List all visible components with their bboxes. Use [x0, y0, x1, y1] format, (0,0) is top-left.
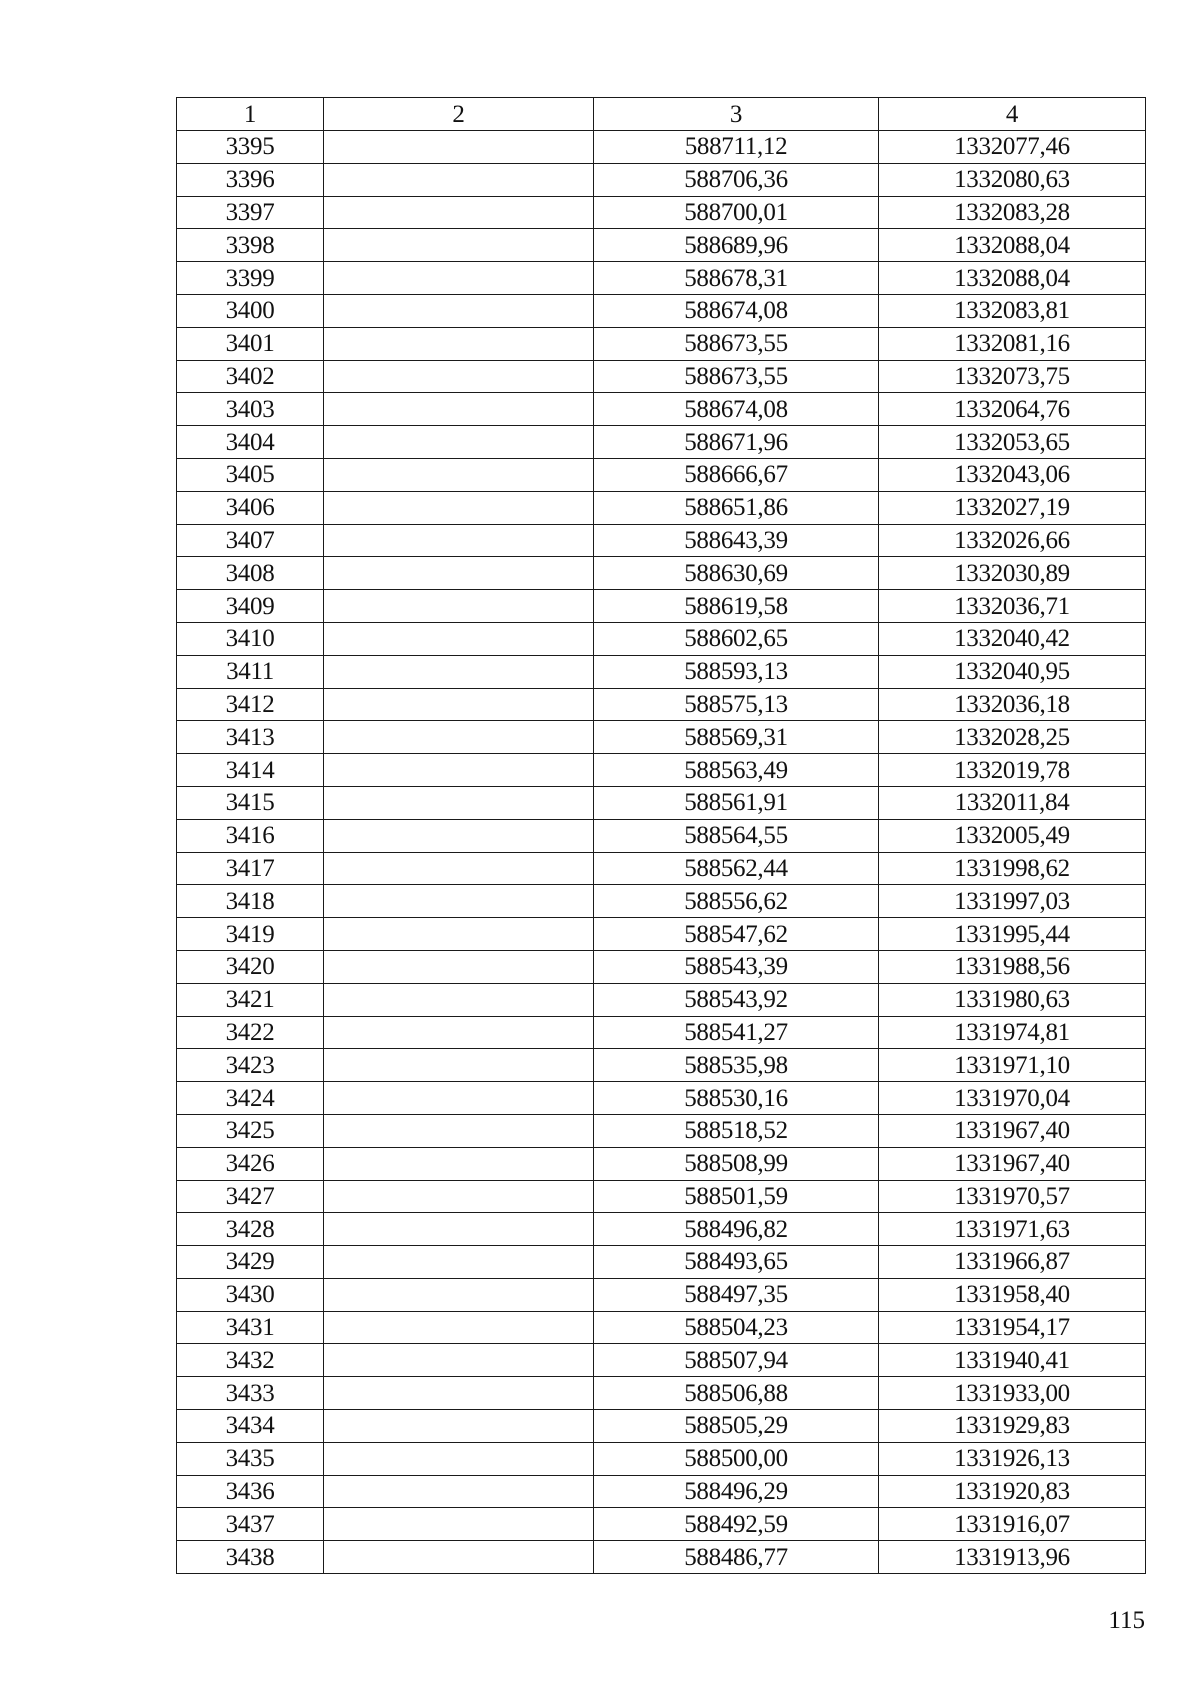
table-cell-col-2 — [324, 786, 594, 819]
table-cell-col-1: 3433 — [177, 1377, 324, 1410]
table-row — [177, 524, 1146, 557]
table-cell-col-1: 3435 — [177, 1442, 324, 1475]
table-cell-col-1: 3427 — [177, 1180, 324, 1213]
table-row — [177, 983, 1146, 1016]
table-body — [177, 131, 1146, 1574]
table-cell-col-4: 1331998,62 — [879, 852, 1146, 885]
table-cell-col-4: 1331954,17 — [879, 1311, 1146, 1344]
table-cell-col-2 — [324, 1377, 594, 1410]
table-row — [177, 1541, 1146, 1574]
table-cell-col-3: 588535,98 — [594, 1049, 879, 1082]
table-cell-col-3: 588543,92 — [594, 983, 879, 1016]
table-cell-col-2 — [324, 1344, 594, 1377]
table-cell-col-2 — [324, 163, 594, 196]
coordinates-table — [176, 97, 1146, 1574]
table-cell-col-2 — [324, 885, 594, 918]
table-cell-col-1: 3411 — [177, 655, 324, 688]
table-row — [177, 1114, 1146, 1147]
table-cell-col-1: 3418 — [177, 885, 324, 918]
table-cell-col-3: 588643,39 — [594, 524, 879, 557]
table-cell-col-2 — [324, 1082, 594, 1115]
table-row — [177, 885, 1146, 918]
table-row — [177, 196, 1146, 229]
table-row — [177, 1278, 1146, 1311]
table-cell-col-4: 1332026,66 — [879, 524, 1146, 557]
table-cell-col-3: 588496,82 — [594, 1213, 879, 1246]
table-cell-col-2 — [324, 1311, 594, 1344]
page-number: 115 — [1108, 1607, 1145, 1634]
table-cell-col-2 — [324, 1180, 594, 1213]
table-cell-col-3: 588562,44 — [594, 852, 879, 885]
table-cell-col-1: 3423 — [177, 1049, 324, 1082]
table-cell-col-2 — [324, 1114, 594, 1147]
table-cell-col-4: 1331988,56 — [879, 950, 1146, 983]
table-cell-col-1: 3424 — [177, 1082, 324, 1115]
table-cell-col-2 — [324, 426, 594, 459]
table-cell-col-3: 588504,23 — [594, 1311, 879, 1344]
table-cell-col-3: 588575,13 — [594, 688, 879, 721]
table-row — [177, 163, 1146, 196]
table-cell-col-1: 3395 — [177, 131, 324, 164]
table-cell-col-4: 1332043,06 — [879, 458, 1146, 491]
table-cell-col-4: 1331933,00 — [879, 1377, 1146, 1410]
table-cell-col-4: 1332088,04 — [879, 229, 1146, 262]
table-cell-col-1: 3400 — [177, 294, 324, 327]
table-cell-col-4: 1331980,63 — [879, 983, 1146, 1016]
table-cell-col-1: 3420 — [177, 950, 324, 983]
table-cell-col-3: 588674,08 — [594, 393, 879, 426]
table-cell-col-4: 1331971,63 — [879, 1213, 1146, 1246]
table-cell-col-3: 588602,65 — [594, 622, 879, 655]
table-row — [177, 1180, 1146, 1213]
header-cell-4: 4 — [879, 98, 1146, 131]
table-cell-col-3: 588561,91 — [594, 786, 879, 819]
table-cell-col-1: 3421 — [177, 983, 324, 1016]
table-cell-col-2 — [324, 1541, 594, 1574]
table-cell-col-4: 1332028,25 — [879, 721, 1146, 754]
table-cell-col-1: 3405 — [177, 458, 324, 491]
table-cell-col-4: 1332040,42 — [879, 622, 1146, 655]
table-cell-col-2 — [324, 754, 594, 787]
table-cell-col-1: 3403 — [177, 393, 324, 426]
table-cell-col-4: 1331920,83 — [879, 1475, 1146, 1508]
table-cell-col-3: 588493,65 — [594, 1246, 879, 1279]
table-cell-col-4: 1331967,40 — [879, 1114, 1146, 1147]
table-row — [177, 294, 1146, 327]
table-cell-col-3: 588674,08 — [594, 294, 879, 327]
table-cell-col-1: 3415 — [177, 786, 324, 819]
table-cell-col-3: 588569,31 — [594, 721, 879, 754]
table-cell-col-3: 588666,67 — [594, 458, 879, 491]
table-cell-col-4: 1331916,07 — [879, 1508, 1146, 1541]
table-cell-col-2 — [324, 131, 594, 164]
table-cell-col-1: 3396 — [177, 163, 324, 196]
table-cell-col-4: 1331970,57 — [879, 1180, 1146, 1213]
table-cell-col-4: 1331997,03 — [879, 885, 1146, 918]
table-cell-col-3: 588497,35 — [594, 1278, 879, 1311]
table-header — [177, 98, 1146, 131]
table-cell-col-4: 1331913,96 — [879, 1541, 1146, 1574]
table-cell-col-1: 3409 — [177, 590, 324, 623]
table-cell-col-1: 3426 — [177, 1147, 324, 1180]
table-cell-col-3: 588530,16 — [594, 1082, 879, 1115]
table-cell-col-2 — [324, 655, 594, 688]
table-cell-col-1: 3402 — [177, 360, 324, 393]
table-cell-col-1: 3398 — [177, 229, 324, 262]
table-cell-col-1: 3422 — [177, 1016, 324, 1049]
table-cell-col-4: 1332088,04 — [879, 262, 1146, 295]
table-cell-col-3: 588564,55 — [594, 819, 879, 852]
table-cell-col-1: 3412 — [177, 688, 324, 721]
table-row — [177, 1475, 1146, 1508]
table-cell-col-4: 1332036,71 — [879, 590, 1146, 623]
table-cell-col-3: 588500,00 — [594, 1442, 879, 1475]
table-cell-col-4: 1331966,87 — [879, 1246, 1146, 1279]
table-cell-col-1: 3404 — [177, 426, 324, 459]
table-cell-col-4: 1332064,76 — [879, 393, 1146, 426]
table-cell-col-2 — [324, 721, 594, 754]
table-cell-col-1: 3438 — [177, 1541, 324, 1574]
table-row — [177, 360, 1146, 393]
table-cell-col-4: 1331971,10 — [879, 1049, 1146, 1082]
table-cell-col-2 — [324, 918, 594, 951]
table-cell-col-1: 3399 — [177, 262, 324, 295]
table-cell-col-4: 1332083,28 — [879, 196, 1146, 229]
table-cell-col-3: 588508,99 — [594, 1147, 879, 1180]
table-cell-col-3: 588673,55 — [594, 327, 879, 360]
table-cell-col-2 — [324, 393, 594, 426]
table-cell-col-2 — [324, 983, 594, 1016]
table-row — [177, 852, 1146, 885]
table-cell-col-4: 1332083,81 — [879, 294, 1146, 327]
table-row — [177, 688, 1146, 721]
table-row — [177, 950, 1146, 983]
table-cell-col-2 — [324, 950, 594, 983]
table-cell-col-2 — [324, 1016, 594, 1049]
table-row — [177, 1016, 1146, 1049]
table-cell-col-1: 3416 — [177, 819, 324, 852]
table-cell-col-2 — [324, 819, 594, 852]
table-row — [177, 557, 1146, 590]
table-cell-col-4: 1331926,13 — [879, 1442, 1146, 1475]
table-row — [177, 327, 1146, 360]
table-cell-col-3: 588505,29 — [594, 1410, 879, 1443]
table-row — [177, 1377, 1146, 1410]
table-cell-col-3: 588700,01 — [594, 196, 879, 229]
table-cell-col-3: 588711,12 — [594, 131, 879, 164]
table-row — [177, 1410, 1146, 1443]
table-row — [177, 1508, 1146, 1541]
table-cell-col-3: 588492,59 — [594, 1508, 879, 1541]
table-row — [177, 131, 1146, 164]
table-cell-col-4: 1331929,83 — [879, 1410, 1146, 1443]
table-row — [177, 229, 1146, 262]
table-cell-col-3: 588706,36 — [594, 163, 879, 196]
table-cell-col-4: 1331967,40 — [879, 1147, 1146, 1180]
table-cell-col-3: 588673,55 — [594, 360, 879, 393]
table-row — [177, 426, 1146, 459]
table-cell-col-4: 1331940,41 — [879, 1344, 1146, 1377]
table-cell-col-4: 1331970,04 — [879, 1082, 1146, 1115]
header-cell-3: 3 — [594, 98, 879, 131]
table-cell-col-3: 588671,96 — [594, 426, 879, 459]
table-cell-col-2 — [324, 1475, 594, 1508]
table-cell-col-4: 1331958,40 — [879, 1278, 1146, 1311]
table-cell-col-1: 3429 — [177, 1246, 324, 1279]
table-row — [177, 786, 1146, 819]
table-row — [177, 458, 1146, 491]
table-cell-col-2 — [324, 1442, 594, 1475]
table-cell-col-2 — [324, 458, 594, 491]
table-row — [177, 655, 1146, 688]
table-cell-col-3: 588689,96 — [594, 229, 879, 262]
table-cell-col-2 — [324, 557, 594, 590]
table-cell-col-2 — [324, 524, 594, 557]
table-cell-col-2 — [324, 229, 594, 262]
table-cell-col-1: 3397 — [177, 196, 324, 229]
table-row — [177, 262, 1146, 295]
table-cell-col-2 — [324, 590, 594, 623]
table-cell-col-2 — [324, 1278, 594, 1311]
table-cell-col-4: 1332077,46 — [879, 131, 1146, 164]
table-cell-col-3: 588619,58 — [594, 590, 879, 623]
table-cell-col-2 — [324, 1246, 594, 1279]
table-cell-col-3: 588506,88 — [594, 1377, 879, 1410]
header-cell-1: 1 — [177, 98, 324, 131]
table-row — [177, 1344, 1146, 1377]
table-cell-col-3: 588556,62 — [594, 885, 879, 918]
table-cell-col-1: 3419 — [177, 918, 324, 951]
table-cell-col-4: 1332027,19 — [879, 491, 1146, 524]
table-cell-col-2 — [324, 1508, 594, 1541]
table-cell-col-1: 3434 — [177, 1410, 324, 1443]
table-cell-col-1: 3408 — [177, 557, 324, 590]
table-cell-col-1: 3407 — [177, 524, 324, 557]
table-cell-col-2 — [324, 688, 594, 721]
table-row — [177, 1049, 1146, 1082]
table-cell-col-1: 3406 — [177, 491, 324, 524]
table-cell-col-1: 3401 — [177, 327, 324, 360]
table-cell-col-2 — [324, 491, 594, 524]
table-cell-col-1: 3413 — [177, 721, 324, 754]
table-cell-col-2 — [324, 294, 594, 327]
table-row — [177, 1311, 1146, 1344]
table-cell-col-4: 1332081,16 — [879, 327, 1146, 360]
table-row — [177, 622, 1146, 655]
table-cell-col-3: 588651,86 — [594, 491, 879, 524]
table-cell-col-4: 1332030,89 — [879, 557, 1146, 590]
table-cell-col-3: 588630,69 — [594, 557, 879, 590]
table-row — [177, 1213, 1146, 1246]
table-cell-col-2 — [324, 360, 594, 393]
table-cell-col-4: 1332080,63 — [879, 163, 1146, 196]
table-cell-col-4: 1332053,65 — [879, 426, 1146, 459]
table-cell-col-2 — [324, 262, 594, 295]
table-row — [177, 721, 1146, 754]
table-cell-col-4: 1332011,84 — [879, 786, 1146, 819]
table-cell-col-1: 3414 — [177, 754, 324, 787]
table-cell-col-4: 1332005,49 — [879, 819, 1146, 852]
table-cell-col-2 — [324, 852, 594, 885]
table-row — [177, 918, 1146, 951]
table-cell-col-3: 588496,29 — [594, 1475, 879, 1508]
table-cell-col-1: 3410 — [177, 622, 324, 655]
table-cell-col-3: 588486,77 — [594, 1541, 879, 1574]
header-cell-2: 2 — [324, 98, 594, 131]
table-row — [177, 819, 1146, 852]
table-cell-col-3: 588563,49 — [594, 754, 879, 787]
table-cell-col-2 — [324, 1147, 594, 1180]
table-cell-col-2 — [324, 622, 594, 655]
table-cell-col-4: 1332036,18 — [879, 688, 1146, 721]
table-cell-col-3: 588543,39 — [594, 950, 879, 983]
table-cell-col-1: 3436 — [177, 1475, 324, 1508]
table-cell-col-1: 3430 — [177, 1278, 324, 1311]
table-cell-col-4: 1331995,44 — [879, 918, 1146, 951]
table-row — [177, 590, 1146, 623]
table-row — [177, 393, 1146, 426]
table-cell-col-1: 3431 — [177, 1311, 324, 1344]
table-cell-col-2 — [324, 196, 594, 229]
table-cell-col-4: 1332040,95 — [879, 655, 1146, 688]
table-cell-col-4: 1332019,78 — [879, 754, 1146, 787]
table-cell-col-3: 588518,52 — [594, 1114, 879, 1147]
table-cell-col-1: 3428 — [177, 1213, 324, 1246]
table-cell-col-2 — [324, 1049, 594, 1082]
table-cell-col-1: 3425 — [177, 1114, 324, 1147]
table-cell-col-2 — [324, 1410, 594, 1443]
table-cell-col-3: 588547,62 — [594, 918, 879, 951]
table-cell-col-3: 588501,59 — [594, 1180, 879, 1213]
header-row — [177, 98, 1146, 131]
table-cell-col-4: 1332073,75 — [879, 360, 1146, 393]
table-cell-col-3: 588507,94 — [594, 1344, 879, 1377]
table-row — [177, 1246, 1146, 1279]
table-row — [177, 1147, 1146, 1180]
table-row — [177, 1082, 1146, 1115]
table-cell-col-3: 588541,27 — [594, 1016, 879, 1049]
table-row — [177, 754, 1146, 787]
table-cell-col-2 — [324, 1213, 594, 1246]
table-cell-col-3: 588678,31 — [594, 262, 879, 295]
table-cell-col-1: 3437 — [177, 1508, 324, 1541]
table-cell-col-1: 3432 — [177, 1344, 324, 1377]
table-cell-col-2 — [324, 327, 594, 360]
table-row — [177, 1442, 1146, 1475]
table-cell-col-4: 1331974,81 — [879, 1016, 1146, 1049]
table-cell-col-3: 588593,13 — [594, 655, 879, 688]
table-row — [177, 491, 1146, 524]
table-cell-col-1: 3417 — [177, 852, 324, 885]
